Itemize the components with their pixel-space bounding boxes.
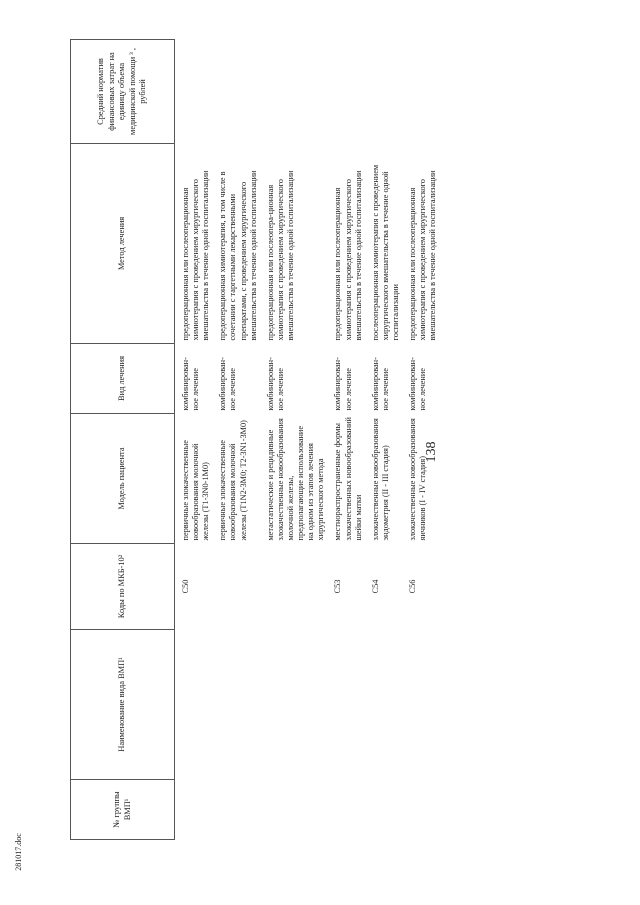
- header-cost-norm: Средний норматив финансовых затрат на единицу объема медицинской помощи ³ , рублей: [71, 40, 175, 144]
- table-row: [406, 40, 439, 840]
- table-row: [331, 40, 364, 840]
- header-vmp-name: Наименование вида ВМП¹: [71, 630, 175, 780]
- document-filename: 281017.doc: [14, 833, 23, 871]
- row-treatment-type: комбинирован-ное лечение: [333, 357, 353, 411]
- row-patient-model: злокачественные новообразования эндометрия (II - III стадия): [370, 418, 390, 541]
- row-patient-model: злокачественные новообразования яичников (I - IV стадия): [408, 418, 428, 541]
- row-patient-model: местнораспространенные формы злокачественных новообразований шейки матки: [333, 417, 363, 541]
- table-row: [179, 40, 212, 840]
- table-row: [369, 40, 402, 840]
- row-icd-code: C56: [408, 579, 418, 594]
- header-treatment-type: Вид лечения: [71, 344, 175, 414]
- row-treatment-method: предоперационная или послеоперационная химиотерапия с проведением хирургического вмешательства в течение одной госпитализации: [408, 170, 438, 341]
- row-treatment-type: комбинирован-ное лечение: [265, 357, 285, 411]
- row-treatment-method: послеоперационная химиотерапия с проведением хирургического вмешательства в течение одной госпитализации: [370, 164, 400, 341]
- row-treatment-type: комбинирован-ное лечение: [181, 357, 201, 411]
- header-patient-model: Модель пациента: [71, 414, 175, 544]
- row-icd-code: C54: [370, 579, 380, 594]
- row-icd-code: C50: [181, 579, 190, 594]
- row-icd-code: [264, 544, 328, 630]
- table-row: [216, 40, 259, 840]
- row-treatment-type: комбинирован-ное лечение: [408, 357, 428, 411]
- row-patient-model: первичные злокачественные новообразования молочной железы (T1-3N0-1M0): [181, 440, 211, 541]
- header-group-number: № группы ВМП¹: [71, 780, 175, 840]
- row-treatment-method: предоперационная химиотерапия, в том числе в сочетании с таргетными лекарственными препаратами, с проведением хирургического вмешательства в течение одной госпитализации: [218, 170, 258, 341]
- row-patient-model: первичные злокачественные новообразования молочной железы (T1N2-3M0; T2-3N1-3M0): [218, 420, 248, 541]
- row-treatment-type: комбинирован-ное лечение: [370, 357, 390, 411]
- row-icd-code: C53: [333, 579, 343, 594]
- row-treatment-method: предоперационная или послеоперационная химиотерапия с проведением хирургического вмешательства в течение одной госпитализации: [181, 170, 211, 341]
- header-treatment-method: Метод лечения: [71, 144, 175, 344]
- header-icd-codes: Коды по МКБ-10²: [71, 544, 175, 630]
- row-icd-code: [216, 544, 259, 630]
- vmp-table: [70, 39, 439, 840]
- row-treatment-type: комбинирован-ное лечение: [218, 357, 238, 411]
- row-patient-model: метастатические и рецидивные злокачественные новообразования молочной железы, предполагающие использование на одном из этапов лечения хирургического метода: [265, 418, 326, 541]
- table-header-row: [71, 40, 175, 840]
- row-treatment-method: предоперационная или послеоперационная химиотерапия с проведением хирургического вмешательства в течение одной госпитализации: [333, 170, 363, 341]
- page-number: 138: [424, 441, 439, 463]
- table-row: [264, 40, 328, 840]
- row-treatment-method: предоперационная или послеопера-ционная химиотерапия с проведением хирургического вмешательства в течение одной госпитализации: [265, 170, 295, 341]
